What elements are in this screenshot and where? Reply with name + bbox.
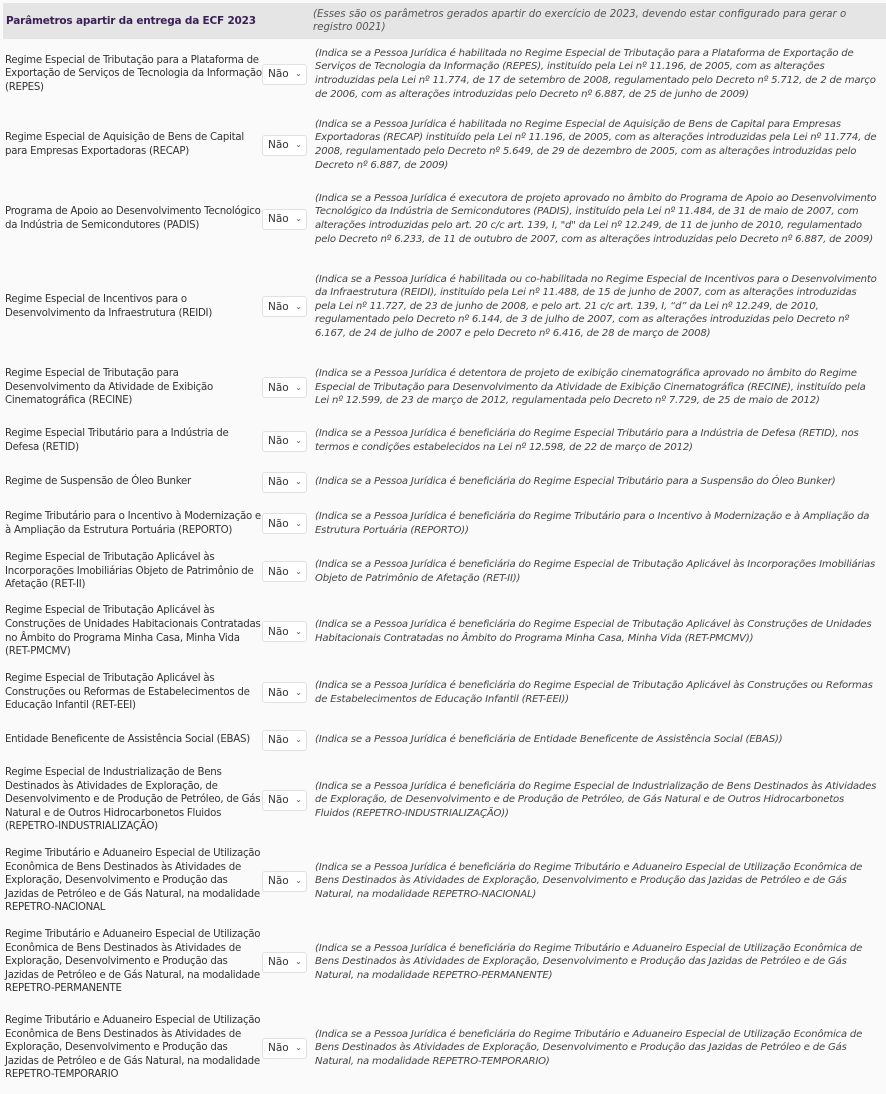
- parameter-select[interactable]: [262, 1038, 307, 1059]
- parameter-description: (Indica se a Pessoa Jurídica é beneficiária do Regime Especial de Industrialização de Bens Destinados às Atividades de Exploração, de Desenvolvimento e de Produção de Petróleo, de Gás Natural e de Outros Hidrocarbonetos Fluidos (REPETRO-INDUSTRIALIZAÇÃO)): [315, 780, 877, 819]
- parameter-description: (Indica se a Pessoa Jurídica é beneficiária do Regime Especial Tributário para a Suspensão do Óleo Bunker): [315, 476, 836, 488]
- select-wrapper: [262, 431, 315, 452]
- parameter-label: Entidade Beneficente de Assistência Social (EBAS): [5, 734, 250, 746]
- parameter-row: [0, 922, 886, 1002]
- parameter-description: (Indica se a Pessoa Jurídica é beneficiária do Regime Tributário e Aduaneiro Especial de Utilização Econômica de Bens Destinados às Atividades de Exploração, Desenvolvimento e Produção das Jazidas de Petróleo e de Gás Natural, na modalidade REPETRO-TEMPORARIO): [315, 1028, 863, 1067]
- parameter-label: Regime Especial de Industrialização de Bens Destinados às Atividades de Exploração, de Desenvolvimento e de Produção de Petróleo, de Gás Natural e de Outros Hidrocarbonetos Fluidos (REPETRO-INDUSTRIALIZAÇÃO): [5, 767, 261, 833]
- parameter-description: (Indica se a Pessoa Jurídica é beneficiária do Regime Especial de Tributação Aplicável às Incorporações Imobiliárias Objeto de Patrimônio de Afetação (RET-II)): [315, 558, 876, 584]
- parameter-select[interactable]: [262, 682, 307, 703]
- select-value: Não: [268, 875, 289, 887]
- parameter-label: Regime Especial de Tributação Aplicável às Construções ou Reformas de Estabelecimentos de Educação Infantil (RET-EEI): [5, 673, 250, 712]
- chevron-down-icon: ⌄: [295, 687, 302, 697]
- parameter-description: (Indica se a Pessoa Jurídica é beneficiária do Regime Especial de Tributação Aplicável às Construções ou Reformas de Estabelecimentos de Educação Infantil (RET-EEI)): [315, 679, 873, 705]
- chevron-down-icon: ⌄: [295, 436, 302, 445]
- select-value: Não: [268, 381, 289, 394]
- parameter-select[interactable]: [262, 296, 307, 317]
- select-wrapper: [262, 730, 315, 751]
- parameter-row: [0, 462, 886, 502]
- select-wrapper: [262, 209, 315, 230]
- parameter-label: Regime Especial de Aquisição de Bens de Capital para Empresas Exportadoras (RECAP): [5, 132, 244, 157]
- parameter-select[interactable]: [262, 730, 307, 751]
- parameter-row: [0, 110, 886, 180]
- select-wrapper: [262, 952, 315, 973]
- parameter-label: Regime Tributário e Aduaneiro Especial de Utilização Econômica de Bens Destinados às Atividades de Exploração, Desenvolvimento e Produção das Jazidas de Petróleo e de Gás Natural, na modalidade REPETRO-NACIONAL: [5, 848, 261, 914]
- select-wrapper: [262, 621, 315, 642]
- parameter-select[interactable]: [262, 377, 307, 398]
- parameter-row: [0, 420, 886, 462]
- parameter-row: [0, 665, 886, 720]
- chevron-down-icon: ⌄: [295, 301, 302, 311]
- section-title: Parâmetros apartir da entrega da ECF 2023: [6, 15, 256, 27]
- select-value: Não: [268, 435, 289, 447]
- select-wrapper: [262, 790, 315, 811]
- select-wrapper: [262, 64, 315, 85]
- chevron-down-icon: ⌄: [295, 69, 302, 78]
- parameter-row: [0, 502, 886, 545]
- chevron-down-icon: ⌄: [295, 957, 302, 966]
- parameter-label: Regime Especial de Tributação para Desenvolvimento da Atividade de Exibição Cinematográfica (RECINE): [5, 368, 213, 407]
- parameter-select[interactable]: [262, 790, 307, 811]
- parameter-description: (Indica se a Pessoa Jurídica é executora de projeto aprovado no âmbito do Programa de Apoio ao Desenvolvimento Tecnológico da Indústria de Semicondutores (PADIS), instituído pela Lei nº 11.484, de 31 de maio de 2007, com alterações introduzidas pelo art. 20 c/c art. 139, I, "d" da Lei nº 12.249, de 11 de junho de 2010, regulamentado pelo Decreto nº 6.233, de 11 de outubro de 2007, com as alterações introduzidas pelo Decreto nº 6.887, de 2009): [315, 192, 877, 245]
- select-value: Não: [268, 68, 289, 80]
- select-value: Não: [268, 565, 289, 578]
- select-value: Não: [268, 734, 289, 746]
- parameter-select[interactable]: [262, 871, 307, 892]
- parameter-select[interactable]: [262, 209, 307, 230]
- parameter-description: (Indica se a Pessoa Jurídica é detentora de projeto de exibição cinematográfica aprovado no âmbito do Regime Especial de Tributação para Desenvolvimento da Atividade de Exibição Cinematográfica (RECINE), instituído pela Lei nº 12.599, de 23 de março de 2012, regulamentada pelo Decreto nº 7.729, de 25 de maio de 2012): [315, 368, 866, 407]
- parameter-label: Regime Tributário para o Incentivo à Modernização e à Ampliação da Estrutura Portuária (REPORTO): [5, 510, 261, 536]
- parameter-label: Programa de Apoio ao Desenvolvimento Tecnológico da Indústria de Semicondutores (PADIS): [5, 206, 261, 231]
- select-value: Não: [268, 139, 289, 151]
- chevron-down-icon: ⌄: [295, 1043, 302, 1052]
- parameter-select[interactable]: [262, 135, 307, 156]
- chevron-down-icon: ⌄: [295, 382, 302, 392]
- section-note: (Esses são os parâmetros gerados apartir do exercício de 2023, devendo estar configurado para gerar o registro 0021): [313, 9, 847, 33]
- chevron-down-icon: ⌄: [295, 566, 302, 576]
- parameter-select[interactable]: [262, 621, 307, 642]
- chevron-down-icon: ⌄: [295, 518, 302, 528]
- parameter-description: (Indica se a Pessoa Jurídica é habilitada no Regime Especial de Tributação para a Plataforma de Exportação de Serviços de Tecnologia da Informação (REPES), instituído pela Lei nº 11.196, de 2005, com as alterações introduzidas pela Lei nº 11.774, de 17 de setembro de 2008, regulamentado pelo Decreto nº 5.712, de 2 de março de 2006, com as alterações introduzidas pelo Decreto nº 6.887, de 25 de junho de 2009): [315, 47, 876, 100]
- parameter-row: [0, 355, 886, 420]
- parameter-description: (Indica se a Pessoa Jurídica é habilitada no Regime Especial de Aquisição de Bens de Capital para Empresas Exportadoras (RECAP) instituído pela Lei nº 11.196, de 2005, com as alterações introduzidas pela Lei nº 11.774, de 2008, regulamentado pelo Decreto nº 5.649, de 29 de dezembro de 2005, com as alterações introduzidas pelo Decreto nº 6.887, de 2009): [315, 118, 877, 171]
- parameter-label: Regime de Suspensão de Óleo Bunker: [5, 476, 191, 488]
- parameter-row: [0, 180, 886, 258]
- parameter-label: Regime Tributário e Aduaneiro Especial de Utilização Econômica de Bens Destinados às Atividades de Exploração, Desenvolvimento e Produção das Jazidas de Petróleo e de Gás Natural, na modalidade REPETRO-PERMANENTE: [5, 929, 261, 995]
- select-value: Não: [268, 476, 289, 488]
- chevron-down-icon: ⌄: [295, 626, 302, 636]
- parameter-description: (Indica se a Pessoa Jurídica é beneficiária do Regime Tributário e Aduaneiro Especial de Utilização Econômica de Bens Destinados às Atividades de Exploração, Desenvolvimento e Produção das Jazidas de Petróleo e de Gás Natural, na modalidade REPETRO-NACIONAL): [315, 861, 863, 900]
- select-wrapper: [262, 561, 315, 582]
- parameter-description: (Indica se a Pessoa Jurídica é beneficiária do Regime Especial Tributário para a Indústria de Defesa (RETID), nos termos e condições estabelecidos na Lei nº 12.598, de 22 de março de 2012): [315, 428, 859, 453]
- parameter-description: (Indica se a Pessoa Jurídica é beneficiária do Regime Tributário para o Incentivo à Modernização e à Ampliação da Estrutura Portuária (REPORTO)): [315, 510, 870, 536]
- parameter-label: Regime Especial Tributário para a Indústria de Defesa (RETID): [5, 428, 229, 453]
- parameter-row: [0, 840, 886, 922]
- select-wrapper: [262, 1038, 315, 1059]
- select-wrapper: [262, 472, 315, 493]
- parameter-select[interactable]: [262, 952, 307, 973]
- parameter-row: [0, 1002, 886, 1094]
- select-wrapper: [262, 135, 315, 156]
- chevron-down-icon: ⌄: [295, 214, 302, 223]
- parameter-row: [0, 38, 886, 110]
- chevron-down-icon: ⌄: [295, 140, 302, 149]
- parameter-label: Regime Tributário e Aduaneiro Especial de Utilização Econômica de Bens Destinados às Atividades de Exploração, Desenvolvimento e Produção das Jazidas de Petróleo e de Gás Natural, na modalidade REPETRO-TEMPORARIO: [5, 1015, 261, 1081]
- parameter-label: Regime Especial de Tributação Aplicável às Construções de Unidades Habitacionais Contratadas no Âmbito do Programa Minha Casa, Minha Vida (RET-PMCMV): [5, 605, 261, 658]
- parameter-row: [0, 760, 886, 840]
- chevron-down-icon: ⌄: [295, 795, 302, 804]
- select-wrapper: [262, 871, 315, 892]
- parameter-select[interactable]: [262, 472, 307, 493]
- parameter-row: [0, 598, 886, 665]
- select-wrapper: [262, 296, 315, 317]
- select-value: Não: [268, 213, 289, 225]
- select-value: Não: [268, 1042, 289, 1054]
- parameter-row: [0, 720, 886, 760]
- parameter-label: Regime Especial de Tributação para a Plataforma de Exportação de Serviços de Tecnologia da Informação (REPES): [5, 54, 262, 93]
- parameter-description: (Indica se a Pessoa Jurídica é beneficiária do Regime Especial de Tributação Aplicável às Construções de Unidades Habitacionais Contratadas no Âmbito do Programa Minha Casa, Minha Vida (RET-PMCMV)): [315, 618, 872, 644]
- select-wrapper: [262, 513, 315, 534]
- parameter-row: [0, 258, 886, 355]
- parameter-row: [0, 545, 886, 598]
- select-value: Não: [268, 625, 289, 638]
- select-wrapper: [262, 682, 315, 703]
- parameter-select[interactable]: [262, 64, 307, 85]
- chevron-down-icon: ⌄: [295, 876, 302, 885]
- select-wrapper: [262, 377, 315, 398]
- parameter-label: Regime Especial de Incentivos para o Desenvolvimento da Infraestrutura (REIDI): [5, 293, 213, 319]
- chevron-down-icon: ⌄: [295, 735, 302, 744]
- parameter-select[interactable]: [262, 431, 307, 452]
- parameter-description: (Indica se a Pessoa Jurídica é beneficiária do Regime Tributário e Aduaneiro Especial de Utilização Econômica de Bens Destinados às Atividades de Exploração, Desenvolvimento e Produção das Jazidas de Petróleo e de Gás Natural, na modalidade REPETRO-PERMANENTE): [315, 942, 863, 981]
- parameter-select[interactable]: [262, 513, 307, 534]
- parameter-description: (Indica se a Pessoa Jurídica é beneficiária de Entidade Beneficente de Assistência Social (EBAS)): [315, 734, 783, 746]
- select-value: Não: [268, 517, 289, 530]
- select-value: Não: [268, 300, 289, 313]
- parameter-label: Regime Especial de Tributação Aplicável às Incorporações Imobiliárias Objeto de Patrimônio de Afetação (RET-II): [5, 552, 254, 591]
- select-value: Não: [268, 686, 289, 699]
- parameter-select[interactable]: [262, 561, 307, 582]
- select-value: Não: [268, 794, 289, 806]
- select-value: Não: [268, 956, 289, 968]
- section-header: [3, 3, 886, 39]
- parameter-description: (Indica se a Pessoa Jurídica é habilitada ou co-habilitada no Regime Especial de Incentivos para o Desenvolvimento da Infraestrutura (REIDI), instituído pela Lei nº 11.488, de 15 de junho de 2007, com as alterações introduzidas pela Lei nº 11.727, de 23 de junho de 2008, e pelo art. 21 c/c art. 139, I, “d” da Lei nº 12.249, de 2010, regulamentado pelo Decreto nº 6.144, de 3 de julho de 2007, com as alterações introduzidas pelo Decreto nº 6.167, de 24 de julho de 2007 e pelo Decreto nº 6.416, de 28 de março de 2008): [315, 273, 877, 339]
- chevron-down-icon: ⌄: [295, 477, 302, 486]
